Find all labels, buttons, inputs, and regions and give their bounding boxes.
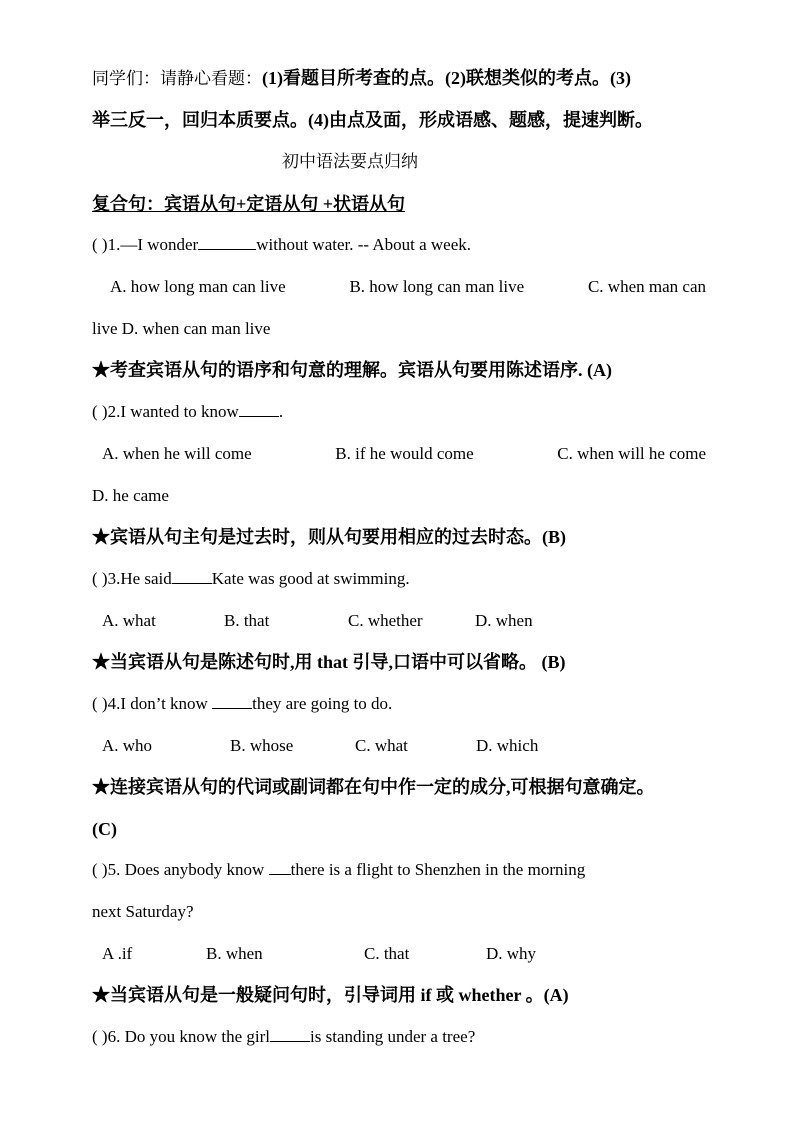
question-2-stem: [92, 400, 283, 424]
q3-stem-after: Kate was good at swimming.: [211, 569, 410, 588]
page-title: 初中语法要点归纳: [282, 152, 418, 171]
q5-stem-before: ( )5. Does anybody know: [92, 860, 269, 879]
section-heading: 复合句：宾语从句+定语从句 +状语从句: [92, 194, 406, 214]
q1-stem-before: ( )1.—I wonder: [92, 235, 199, 254]
q3-option-a: A. what: [102, 611, 156, 630]
question-6-stem: [92, 1025, 475, 1049]
q6-stem-before: ( )6. Do you know the girl: [92, 1027, 271, 1046]
q3-stem-before: ( )3.He said: [92, 569, 172, 588]
q4-option-d: D. which: [476, 736, 539, 755]
question-4-note-cont: (C): [92, 819, 117, 839]
q1-stem-after: without water. -- About a week.: [256, 235, 472, 254]
question-1-note: ★考查宾语从句的语序和句意的理解。宾语从句要用陈述语序. (A): [92, 360, 612, 380]
q2-option-c: C. when will he come: [557, 444, 706, 463]
q2-stem-after: .: [278, 402, 284, 421]
question-2-options-cont: D. he came: [92, 486, 169, 505]
question-5-note: ★当宾语从句是一般疑问句时，引导词用 if 或 whether 。(A): [92, 985, 569, 1005]
question-5-stem-cont: next Saturday?: [92, 902, 194, 921]
q4-option-a: A. who: [102, 736, 153, 755]
q6-blank: [270, 1025, 310, 1042]
q2-stem-before: ( )2.I wanted to know: [92, 402, 239, 421]
q2-blank: [239, 400, 279, 417]
q5-option-b: B. when: [206, 944, 263, 963]
q5-stem-after: there is a flight to Shenzhen in the morning: [290, 860, 586, 879]
question-4-note: ★连接宾语从句的代词或副词都在句中作一定的成分,可根据句意确定。: [92, 777, 655, 797]
q6-stem-after: is standing under a tree?: [310, 1027, 476, 1046]
q2-option-b: B. if he would come: [335, 444, 474, 463]
intro-line-2: 举三反一，回归本质要点。(4)由点及面，形成语感、题感，提速判断。: [92, 110, 653, 130]
question-4-stem: [92, 692, 392, 716]
q3-option-c: C. whether: [348, 611, 423, 630]
question-1-options: [110, 275, 706, 299]
q4-blank: [212, 692, 252, 709]
question-1-options-cont: live D. when can man live: [92, 319, 271, 338]
q4-option-c: C. what: [355, 736, 408, 755]
intro-bold: (1)看题目所考查的点。(2)联想类似的考点。(3): [262, 68, 631, 88]
q5-option-d: D. why: [486, 944, 537, 963]
question-2-options: [102, 442, 706, 466]
intro-line-1: [92, 66, 631, 91]
q5-option-c: C. that: [364, 944, 410, 963]
q1-option-a: A. how long man can live: [110, 277, 286, 296]
question-2-note: ★宾语从句主句是过去时，则从句要用相应的过去时态。(B): [92, 527, 566, 547]
question-3-note: ★当宾语从句是陈述句时,用 that 引导,口语中可以省略。 (B): [92, 652, 566, 672]
q3-option-b: B. that: [224, 611, 270, 630]
q1-option-c: C. when man can: [587, 277, 706, 296]
q4-option-b: B. whose: [230, 736, 294, 755]
question-3-stem: [92, 567, 410, 591]
intro-prefix: 同学们：请静心看题：: [92, 69, 262, 88]
q4-stem-after: they are going to do.: [252, 694, 393, 713]
q3-option-d: D. when: [475, 611, 533, 630]
question-5-stem: [92, 858, 706, 882]
q2-option-a: A. when he will come: [102, 444, 252, 463]
q5-option-a: A .if: [102, 944, 133, 963]
q3-blank: [172, 567, 212, 584]
q1-blank: [198, 233, 256, 250]
q5-blank: [269, 858, 291, 875]
question-1-stem: [92, 233, 471, 257]
q4-stem-before: ( )4.I don’t know: [92, 694, 213, 713]
q1-option-b: B. how long can man live: [349, 277, 525, 296]
